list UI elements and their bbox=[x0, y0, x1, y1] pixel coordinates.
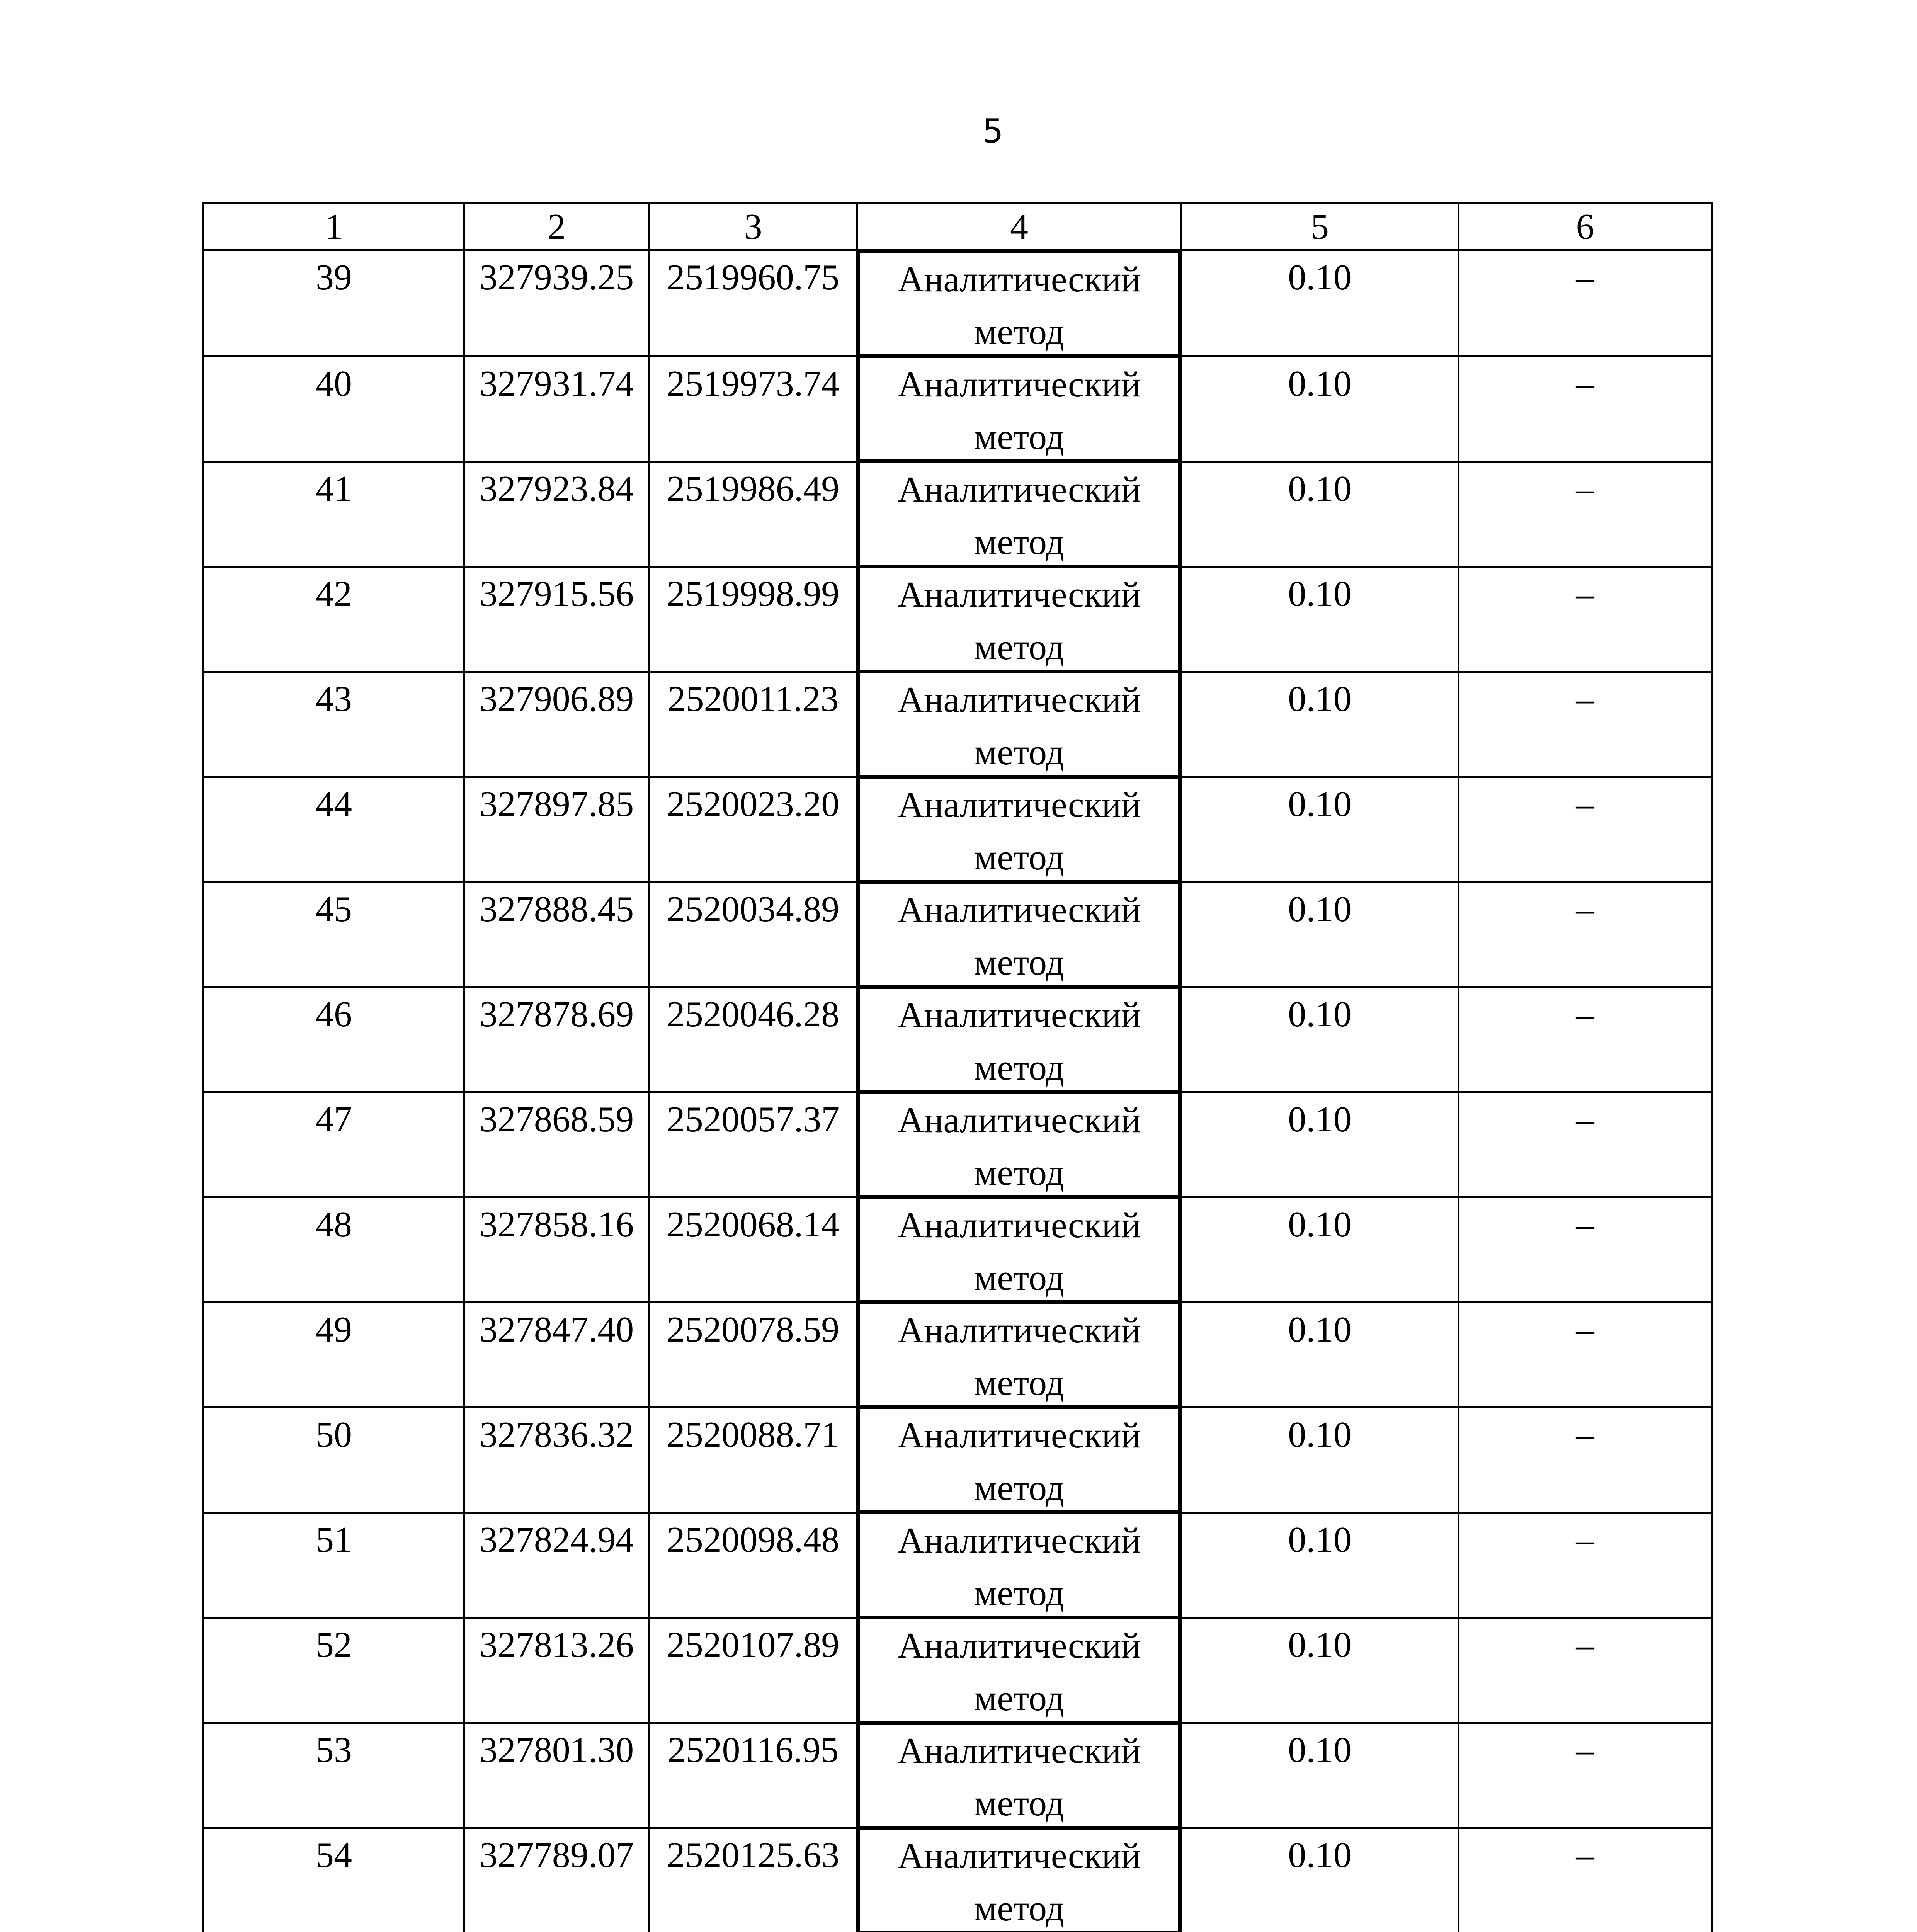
point-number-cell: 43 bbox=[204, 672, 464, 777]
accuracy-cell: 0.10 bbox=[1181, 566, 1459, 672]
accuracy-cell: 0.10 bbox=[1181, 356, 1459, 461]
y-coordinate-cell: 2520011.23 bbox=[649, 672, 857, 777]
x-coordinate-cell: 327836.32 bbox=[464, 1407, 649, 1512]
accuracy-cell: 0.10 bbox=[1181, 1617, 1459, 1723]
y-coordinate-cell: 2520023.20 bbox=[649, 777, 857, 882]
table-row bbox=[204, 1197, 1712, 1302]
description-cell: – bbox=[1459, 356, 1712, 461]
x-coordinate-cell: 327813.26 bbox=[464, 1617, 649, 1723]
accuracy-cell: 0.10 bbox=[1181, 461, 1459, 566]
description-cell: – bbox=[1459, 1197, 1712, 1302]
description-cell: – bbox=[1459, 1828, 1712, 1932]
column-header-1: 1 bbox=[204, 204, 464, 250]
x-coordinate-cell: 327878.69 bbox=[464, 987, 649, 1092]
x-coordinate-cell: 327789.07 bbox=[464, 1828, 649, 1932]
table-row bbox=[204, 566, 1712, 672]
method-cell: Аналитический метод bbox=[858, 987, 1180, 1092]
table-row bbox=[204, 1092, 1712, 1197]
table-row bbox=[204, 1302, 1712, 1407]
x-coordinate-cell: 327824.94 bbox=[464, 1512, 649, 1617]
method-cell: Аналитический метод bbox=[858, 356, 1180, 461]
column-header-2: 2 bbox=[464, 204, 649, 250]
method-cell: Аналитический метод bbox=[858, 1512, 1180, 1617]
point-number-cell: 47 bbox=[204, 1092, 464, 1197]
x-coordinate-cell: 327801.30 bbox=[464, 1723, 649, 1828]
y-coordinate-cell: 2520125.63 bbox=[649, 1828, 857, 1932]
y-coordinate-cell: 2520078.59 bbox=[649, 1302, 857, 1407]
table-header-row bbox=[204, 204, 1712, 250]
description-cell: – bbox=[1459, 1302, 1712, 1407]
x-coordinate-cell: 327906.89 bbox=[464, 672, 649, 777]
method-cell: Аналитический метод bbox=[858, 672, 1180, 777]
page-number: 5 bbox=[982, 112, 1004, 151]
method-cell: Аналитический метод bbox=[858, 1617, 1180, 1723]
x-coordinate-cell: 327915.56 bbox=[464, 566, 649, 672]
y-coordinate-cell: 2520116.95 bbox=[649, 1723, 857, 1828]
description-cell: – bbox=[1459, 250, 1712, 357]
x-coordinate-cell: 327923.84 bbox=[464, 461, 649, 566]
description-cell: – bbox=[1459, 1723, 1712, 1828]
point-number-cell: 48 bbox=[204, 1197, 464, 1302]
x-coordinate-cell: 327897.85 bbox=[464, 777, 649, 882]
description-cell: – bbox=[1459, 672, 1712, 777]
accuracy-cell: 0.10 bbox=[1181, 882, 1459, 987]
y-coordinate-cell: 2520088.71 bbox=[649, 1407, 857, 1512]
point-number-cell: 50 bbox=[204, 1407, 464, 1512]
description-cell: – bbox=[1459, 461, 1712, 566]
table-row bbox=[204, 1617, 1712, 1723]
accuracy-cell: 0.10 bbox=[1181, 250, 1459, 357]
column-header-6: 6 bbox=[1459, 204, 1712, 250]
description-cell: – bbox=[1459, 1512, 1712, 1617]
method-cell: Аналитический метод bbox=[858, 461, 1180, 566]
description-cell: – bbox=[1459, 882, 1712, 987]
accuracy-cell: 0.10 bbox=[1181, 987, 1459, 1092]
description-cell: – bbox=[1459, 1617, 1712, 1723]
column-header-4: 4 bbox=[857, 204, 1181, 250]
accuracy-cell: 0.10 bbox=[1181, 1092, 1459, 1197]
y-coordinate-cell: 2520107.89 bbox=[649, 1617, 857, 1723]
coordinates-table-body bbox=[204, 204, 1712, 1932]
coordinates-table bbox=[202, 202, 1713, 1932]
point-number-cell: 44 bbox=[204, 777, 464, 882]
method-cell: Аналитический метод bbox=[858, 1828, 1180, 1932]
point-number-cell: 41 bbox=[204, 461, 464, 566]
y-coordinate-cell: 2520046.28 bbox=[649, 987, 857, 1092]
point-number-cell: 53 bbox=[204, 1723, 464, 1828]
table-row bbox=[204, 250, 1712, 357]
y-coordinate-cell: 2520034.89 bbox=[649, 882, 857, 987]
method-cell: Аналитический метод bbox=[858, 566, 1180, 672]
y-coordinate-cell: 2520057.37 bbox=[649, 1092, 857, 1197]
table-row bbox=[204, 1723, 1712, 1828]
point-number-cell: 49 bbox=[204, 1302, 464, 1407]
y-coordinate-cell: 2519973.74 bbox=[649, 356, 857, 461]
description-cell: – bbox=[1459, 777, 1712, 882]
accuracy-cell: 0.10 bbox=[1181, 1512, 1459, 1617]
point-number-cell: 45 bbox=[204, 882, 464, 987]
accuracy-cell: 0.10 bbox=[1181, 777, 1459, 882]
description-cell: – bbox=[1459, 987, 1712, 1092]
point-number-cell: 54 bbox=[204, 1828, 464, 1932]
point-number-cell: 40 bbox=[204, 356, 464, 461]
method-cell: Аналитический метод bbox=[858, 882, 1180, 987]
point-number-cell: 46 bbox=[204, 987, 464, 1092]
y-coordinate-cell: 2519960.75 bbox=[649, 250, 857, 357]
table-row bbox=[204, 672, 1712, 777]
y-coordinate-cell: 2519998.99 bbox=[649, 566, 857, 672]
accuracy-cell: 0.10 bbox=[1181, 1407, 1459, 1512]
method-cell: Аналитический метод bbox=[858, 251, 1180, 356]
table-row bbox=[204, 356, 1712, 461]
method-cell: Аналитический метод bbox=[858, 1407, 1180, 1512]
method-cell: Аналитический метод bbox=[858, 777, 1180, 882]
column-header-5: 5 bbox=[1181, 204, 1459, 250]
table-row bbox=[204, 1512, 1712, 1617]
method-cell: Аналитический метод bbox=[858, 1092, 1180, 1197]
point-number-cell: 51 bbox=[204, 1512, 464, 1617]
column-header-3: 3 bbox=[649, 204, 857, 250]
accuracy-cell: 0.10 bbox=[1181, 1197, 1459, 1302]
description-cell: – bbox=[1459, 1092, 1712, 1197]
table-row bbox=[204, 882, 1712, 987]
y-coordinate-cell: 2519986.49 bbox=[649, 461, 857, 566]
x-coordinate-cell: 327868.59 bbox=[464, 1092, 649, 1197]
method-cell: Аналитический метод bbox=[858, 1302, 1180, 1407]
table-row bbox=[204, 1407, 1712, 1512]
description-cell: – bbox=[1459, 566, 1712, 672]
x-coordinate-cell: 327858.16 bbox=[464, 1197, 649, 1302]
method-cell: Аналитический метод bbox=[858, 1197, 1180, 1302]
description-cell: – bbox=[1459, 1407, 1712, 1512]
method-cell: Аналитический метод bbox=[858, 1723, 1180, 1828]
x-coordinate-cell: 327888.45 bbox=[464, 882, 649, 987]
accuracy-cell: 0.10 bbox=[1181, 1723, 1459, 1828]
y-coordinate-cell: 2520098.48 bbox=[649, 1512, 857, 1617]
accuracy-cell: 0.10 bbox=[1181, 672, 1459, 777]
point-number-cell: 52 bbox=[204, 1617, 464, 1723]
table-row bbox=[204, 987, 1712, 1092]
table-row bbox=[204, 777, 1712, 882]
x-coordinate-cell: 327847.40 bbox=[464, 1302, 649, 1407]
accuracy-cell: 0.10 bbox=[1181, 1302, 1459, 1407]
x-coordinate-cell: 327939.25 bbox=[464, 250, 649, 357]
accuracy-cell: 0.10 bbox=[1181, 1828, 1459, 1932]
y-coordinate-cell: 2520068.14 bbox=[649, 1197, 857, 1302]
point-number-cell: 42 bbox=[204, 566, 464, 672]
table-row bbox=[204, 461, 1712, 566]
point-number-cell: 39 bbox=[204, 250, 464, 357]
x-coordinate-cell: 327931.74 bbox=[464, 356, 649, 461]
table-row bbox=[204, 1828, 1712, 1932]
